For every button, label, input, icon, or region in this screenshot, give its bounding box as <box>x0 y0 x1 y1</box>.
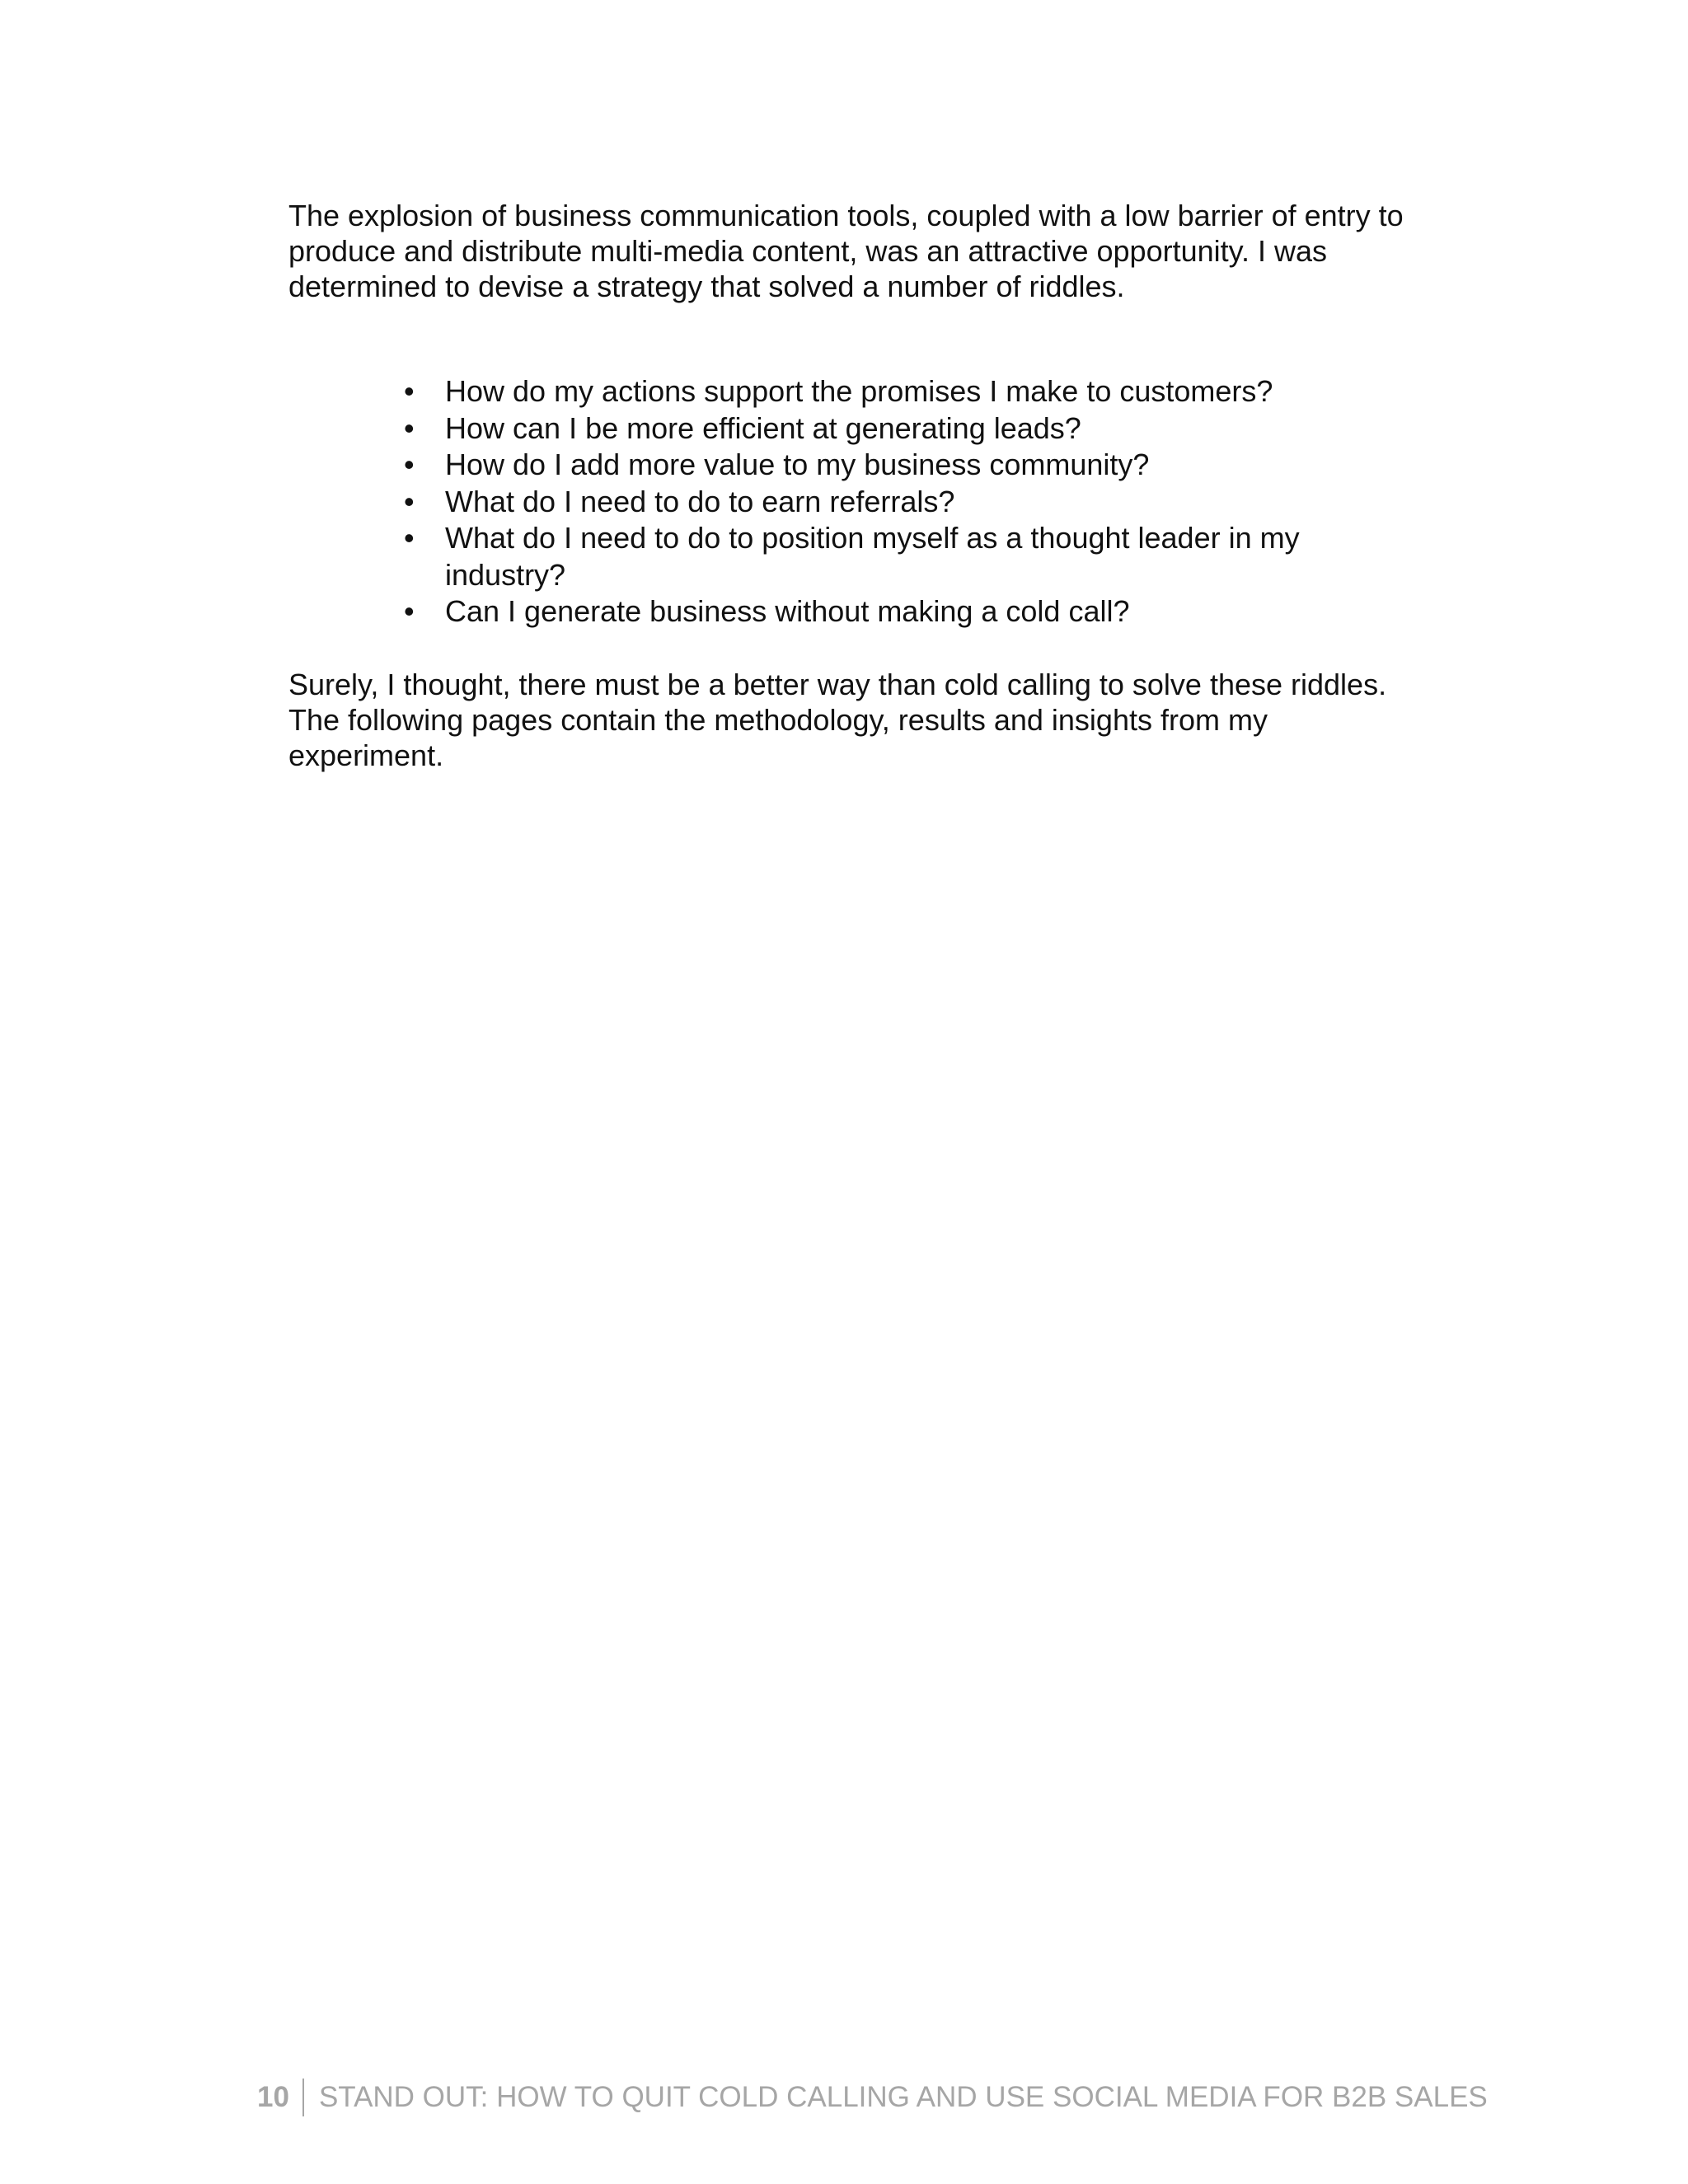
list-item <box>404 520 1368 593</box>
footer-book-title: STAND OUT: HOW TO QUIT COLD CALLING AND USE SOCIAL MEDIA FOR B2B SALES <box>318 2081 1488 2113</box>
closing-paragraph: Surely, I thought, there must be a better way than cold calling to solve these riddles. The following pages contain the methodology, results and insights from my experiment. <box>288 667 1387 772</box>
page-footer <box>257 2075 1488 2120</box>
bullet-icon: • <box>404 521 415 555</box>
bullet-icon: • <box>404 594 415 628</box>
bullet-icon: • <box>404 374 415 408</box>
riddles-list <box>288 373 1426 630</box>
page-body <box>288 198 1426 773</box>
bullet-icon: • <box>404 410 415 445</box>
list-item <box>404 410 1368 448</box>
page-number: 10 <box>257 2081 289 2113</box>
list-item <box>404 373 1368 410</box>
list-item <box>404 593 1368 630</box>
list-item-text: Can I generate business without making a cold call? <box>445 594 1130 628</box>
list-item-text: How can I be more efficient at generating leads? <box>445 410 1081 445</box>
list-item-text: What do I need to do to position myself as a thought leader in my industry? <box>445 521 1300 592</box>
list-item-text: What do I need to do to earn referrals? <box>445 484 955 518</box>
intro-paragraph: The explosion of business communication tools, coupled with a low barrier of entry to produce and distribute multi-media content, was an attractive opportunity. I was determined to devise a strategy that solved a number of riddles. <box>288 199 1404 303</box>
list-item-text: How do I add more value to my business community? <box>445 448 1150 481</box>
list-item <box>404 447 1368 484</box>
list-item <box>404 484 1368 521</box>
list-item-text: How do my actions support the promises I make to customers? <box>445 374 1273 408</box>
bullet-icon: • <box>404 448 415 481</box>
bullet-icon: • <box>404 484 415 518</box>
footer-divider <box>302 2079 304 2116</box>
